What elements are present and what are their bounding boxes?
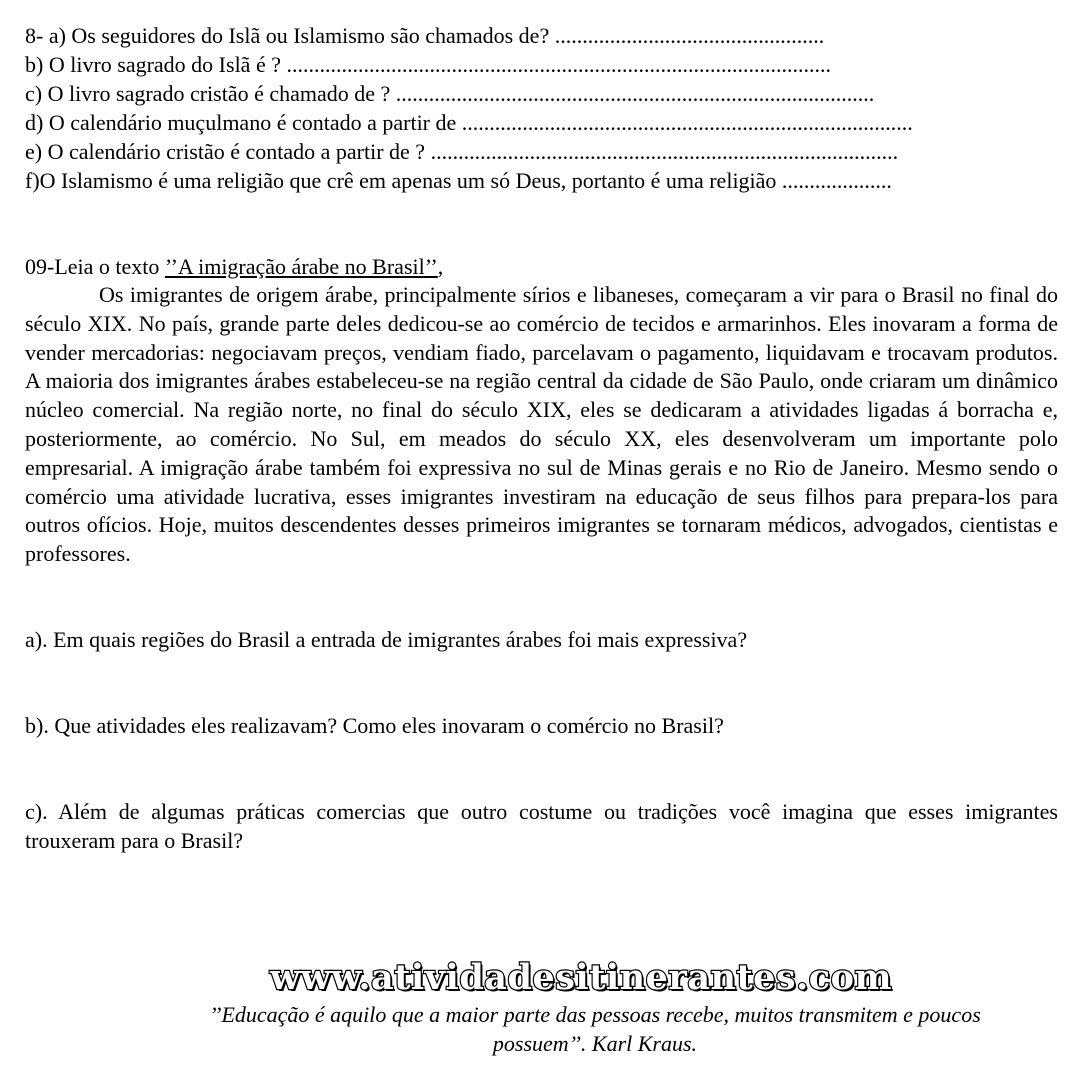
question-8e: e) O calendário cristão é contado a partir de ? ..................................................................................... [25, 139, 899, 164]
website-logo: www.atividadesitinerantes.com [270, 957, 892, 998]
footer-quote: ’’Educação é aquilo que a maior parte das pessoas recebe, muitos transmitem e poucos possuem’’. Karl Kraus. [209, 1002, 981, 1056]
question-9c: c). Além de algumas práticas comercias que outro costume ou tradições você imagina que esses imigrantes trouxeram para o Brasil? [25, 799, 1058, 853]
question-9-suffix: , [437, 254, 444, 279]
question-9b: b). Que atividades eles realizavam? Como eles inovaram o comércio no Brasil? [25, 713, 724, 738]
text-title: ’’A imigração árabe no Brasil’’ [164, 254, 438, 279]
question-8a: 8- a) Os seguidores do Islã ou Islamismo são chamados de? ................................................. [25, 23, 825, 48]
reading-text-body: Os imigrantes de origem árabe, principalmente sírios e libaneses, começaram a vir para o Brasil no final do século XIX. No país, grande parte deles dedicou-se ao comércio de tecidos e armarinhos. Eles inovaram a forma de vender mercadorias: negociavam preços, vendiam fiado, parcelavam o pagamento, liquidavam e trocavam produtos. A maioria dos imigrantes árabes estabeleceu-se na região central da cidade de São Paulo, onde criaram um dinâmico núcleo comercial. Na região norte, no final do século XIX, eles se dedicaram a atividades ligadas á borracha e, posteriormente, ao comércio. No Sul, em meados do século XX, eles desenvolveram um importante polo empresarial. A imigração árabe também foi expressiva no sul de Minas gerais e no Rio de Janeiro. Mesmo sendo o comércio uma atividade lucrativa, esses imigrantes investiram na educação de seus filhos para prepara-los para outros ofícios. Hoje, muitos descendentes desses primeiros imigrantes se tornaram médicos, advogados, cientistas e professores. [25, 282, 1058, 567]
reading-text [25, 281, 1058, 569]
question-9-prefix: 09-Leia o texto [25, 254, 165, 279]
question-9a: a). Em quais regiões do Brasil a entrada de imigrantes árabes foi mais expressiva? [25, 627, 748, 652]
question-8b: b) O livro sagrado do Islã é ? ................................................................................................... [25, 52, 831, 77]
question-8f: f)O Islamismo é uma religião que crê em apenas um só Deus, portanto é uma religião .................... [25, 168, 892, 193]
question-8d: d) O calendário muçulmano é contado a partir de .................................................................................. [25, 110, 913, 135]
question-9-heading [25, 252, 443, 281]
question-8c: c) O livro sagrado cristão é chamado de ? ....................................................................................... [25, 81, 875, 106]
